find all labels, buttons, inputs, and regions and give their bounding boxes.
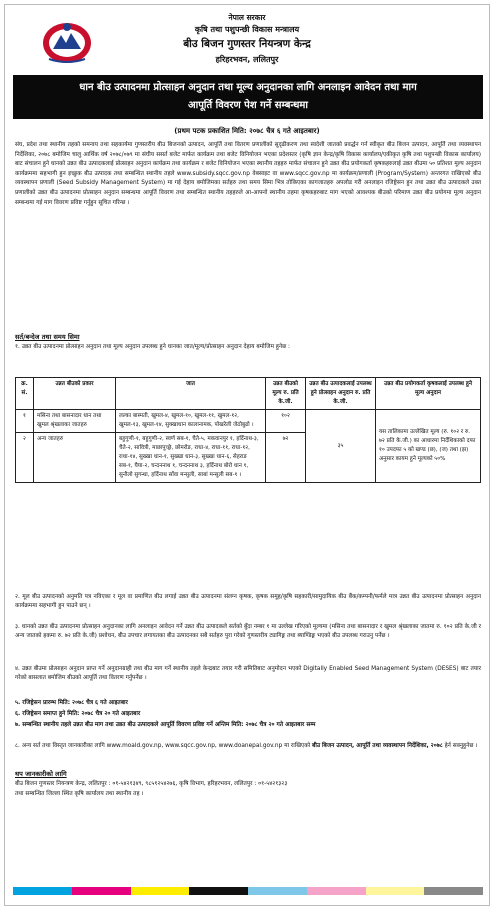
notice-title-banner: [13, 75, 483, 119]
print-color-swatch: [307, 887, 366, 895]
print-color-swatch: [248, 887, 307, 895]
government-name: नेपाल सरकार: [228, 13, 266, 22]
condition-item-7: ७. सम्बन्धित स्थानीय तहले उन्नत बीउ माग तथा उन्नत बीउ उत्पादकले आपूर्ति विवरण प्रविष्ट गर्ने अन्तिम मिति: २०७८ चैत्र २० गते आइतबार सम्म: [15, 722, 316, 728]
condition-item-3: ३. धानको उन्नत बीउ उत्पादनमा प्रोत्साहन अनुदानका लागि अनलाइन आवेदन गर्ने उन्नत बीउ उत्पादकले सर्तको बुँदा नम्बर १ मा उल्लेख गरिएको मूल्यमा (मसिना तथा बासनादार र खुमल श्रृंखलाका जातमा रु. १०२ प्रति के.जी र अन्य जातको हकमा रु. ७२ प्रति के.जी) प्रशोधन, बीउ उपचार लगायतका बीउ उत्पादनका सबै सर्तहरु पुरा गरेको गुणस्तरीय ट्यागिङ्ग तथा ब्याण्डिङ्ग भएको बीउ उपलब्ध गराउनु पर्नेछ ।: [15, 624, 481, 640]
condition-item-4: ४. उन्नत बीउमा प्रोत्साहन अनुदान प्राप्त गर्ने अनुदानग्राही तथा बीउ माग गर्ने स्थानीय तहले केन्द्रबाट तयार गरी समितिबाट अनुमोदन भएको Digitally Enabled Seed Management System (DESES) बाट तयार गरेको बासलात बमोजिम बीउको आपूर्ति तथा वितरण गर्नुपर्नेछ ।: [15, 666, 481, 682]
office-address: हरिहरभवन, ललितपुर: [215, 55, 279, 64]
row-type: मसिना तथा बासनादार धान तथा खुमल श्रृंखलाका जातहरु: [34, 410, 116, 433]
print-color-swatch: [189, 887, 248, 895]
main-paragraph: संघ, प्रदेश तथा स्थानीय तहको समन्वय तथा सहकार्यमा गुणस्तरीय बीउ बिजनको उत्पादन, आपूर्ति तथा वितरण प्रणालीको सुदृढीकरण तथा स्वदेशी जातको प्रवर्द्धन गर्न स्वीकृत बीउ बिजन उत्पादन, आपूर्ति तथा व्यवस्थापन निर्देशिका, २०७८ बमोजिम चालु आर्थिक वर्ष २०७८/०७९ मा संघीय ससर्त बजेट मार्फत कार्यक्रम तथा बजेट विनियोजन भएका प्रदेशस्तर (कृषि ज्ञान केन्द्र/कृषि विकास कार्यालय/एकीकृत कृषि तथा पशुपन्छी विकास कार्यालय) बाट संचालन हुने धानको उन्नत बीउ उत्पादकलाई प्रोत्साहन अनुदान कार्यक्रम तथा कार्यक्रम र बजेट विनियोजन भएका स्थानीय तहहरु मार्फत संचालन हुने उन्नत बीउ प्रयोगकर्ता कृषकहरुलाई उन्नत बीउमा ५० प्रतिशत मूल्य अनुदान कार्यक्रममा सहभागी हुन इच्छुक बीउ उत्पादक तथा सम्बन्धित स्थानीय तहले www.subsidy.sqcc.gov.np वेबसाइट वा www.sqcc.gov.np मा कार्यक्रम/प्रणाली (Program/System) अन्तरगत राखिएको बीउ व्यवस्थापन प्रणाली (Seed Subsidy Management System) मा गई देहाय बमोजिमका सर्तहरु तथा समय सिमा भित्र तोकिएका कागजातहरु अपलोड गरी अनलाइन रजिष्ट्रेसन हुन तथा उन्नत बीउ उत्पादकले उक्त प्रणालीको उन्नत बीउ उत्पादनमा प्रोत्साहन अनुदान सम्बन्धमा आपूर्ति विवरण तथा सम्बन्धित स्थानीय तहहरुले आ-आफ्नो स्थानीय तहमा कृषकहरुबाट माग भएको आवश्यक बीउको परिमाण उन्नत बीउ प्रयोगमा मूल्य अनुदान सम्बन्धमा गई माग विवरण प्रविष्ट गर्नुहुन सूचित गरिन्छ ।: [15, 142, 481, 206]
row-sn: २: [16, 433, 34, 483]
print-color-swatch: [131, 887, 190, 895]
row-type: अन्य जातहरु: [34, 433, 116, 483]
print-color-swatch: [366, 887, 425, 895]
table-row: [16, 410, 481, 433]
conditions-heading: सर्त/बन्देज तथा समय सिमा: [15, 333, 80, 341]
item-8-suffix: हेर्न सक्नुहुनेछ ।: [444, 743, 478, 749]
variety-price-table: [15, 377, 481, 483]
col-type: उन्नत बीउको प्रकार: [34, 378, 116, 410]
col-varieties: जात: [116, 378, 266, 410]
ministry-name: कृषि तथा पशुपन्छी विकास मन्त्रालय: [194, 25, 300, 34]
contact-info: [15, 780, 481, 799]
published-date: (प्रथम पटक प्रकाशित मिति: २०७८ चैत्र ६ गते आइतबार): [174, 127, 320, 135]
print-color-bar: [13, 887, 483, 895]
condition-item-2: २. मूल बीउ उत्पादनको अनुमति पत्र नविएका र मूल वा प्रमाणित बीउ लगाई उन्नत बीउ उत्पादनमा संलग्न कृषक, कृषक समूह/कृषि सहकारी/सामुदायिक बीउ बैंक/कम्पनी/फर्मले मात्र उन्नत बीउ उत्पादनमा प्रोत्साहन अनुदान कार्यक्रममा सहभागी हुन पाउने छन् ।: [15, 594, 481, 610]
col-incentive: उन्नत बीउ उत्पादकलाई उपलब्ध हुने प्रोत्साहन अनुदान रु. प्रति के.जी.: [306, 378, 376, 410]
row-varieties: बहुगुणी-१, बहुगुणी-२, स्वर्ण सब-१, चैते-५, मकवानपुर १, हर्दिनाथ-३, चैते-२, सावित्री, माछापुच्छ्रे, छोमरोङ, राधा-४, राधा-११, राधा-१२, राधा-१४, सुख्खा धान-१, सुख्खा धान-३, सुख्खा धान-६, सेहराङ सब-१, घैया-२, चन्दननाथ १, चन्दननाथ ३, हर्दिनाथ बोरो धान १, सुनौलो सुगन्धा, हर्दिनाथ साँवा मन्सुली, साबां मन्सुली सब-१ ।: [116, 433, 266, 483]
office-name: बीउ बिजन गुणस्तर नियन्त्रण केन्द्र: [183, 38, 311, 50]
print-color-swatch: [13, 887, 72, 895]
row-subsidy: यस तालिकामा उल्लेखित मूल्य (रु. १०२ र रु. ७२ प्रति के.जी.) का आधारमा निर्देशिकाको दफा १० उपदफा ५ को खण्ड (छ), (ज) तथा (झ) अनुसार कायम हुने मूल्यको ५०%: [376, 410, 481, 483]
contact-line-1: बीउ बिजन गुणस्तर नियन्त्रण केन्द्र, ललितपुर : ०१-५४२१३४९, ९८५१२५४२७६, कृषि विभाग, हरिहरभवन, ललितपुर : ०१-५४२१३२३: [15, 781, 288, 787]
row-price: ७२: [266, 433, 306, 483]
col-sn: क्र. सं.: [16, 378, 34, 410]
notice-title-line1: धान बीउ उत्पादनमा प्रोत्साहन अनुदान तथा मूल्य अनुदानका लागि अनलाइन आवेदन तथा माग: [79, 82, 417, 93]
condition-item-8: [15, 742, 481, 751]
row-price: १०२: [266, 410, 306, 433]
row-sn: १: [16, 410, 34, 433]
print-color-swatch: [424, 887, 483, 895]
condition-item-5: ५. रजिष्ट्रेसन प्रारम्भ मिति: २०७८ चैत्र ६ गते आइतबार: [15, 700, 128, 706]
print-color-swatch: [72, 887, 131, 895]
notice-page: [4, 4, 490, 906]
table-header-row: [16, 378, 481, 410]
item-8-text: ८. अन्य सर्त तथा विस्तृत जानकारीका लागि www.moald.gov.np, www.sqcc.gov.np, www.doanepal.gov.np मा राखिएको: [15, 743, 311, 749]
notice-title-line2: आपूर्ति विवरण पेश गर्ने सम्बन्धमा: [187, 100, 309, 111]
condition-item-6: ६. रजिष्ट्रेसन समाप्त हुने मिति: २०७८ चैत्र २० गते आइतबार: [15, 711, 141, 717]
row-varieties: लल्का बास्मती, खुमल-४, खुमल-१०, खुमल-११, खुमल-१२, खुमल-१३, खुमल-१४, सुक्खाधान कालानामक, पोखरेली जेठोबुढो ।: [116, 410, 266, 433]
condition-item-1: १. उन्नत बीउ उत्पादनमा प्रोत्साहन अनुदान तथा मूल्य अनुदान उपलब्ध हुने धानका जात/मूल्य/प्रोत्साहन अनुदान देहाय बमोजिम हुनेछ :: [15, 344, 290, 350]
contact-heading: थप जानकारीको लागि: [15, 770, 67, 778]
contact-line-2: तथा सम्बन्धित जिल्ला स्थित कृषि कार्यालय तथा स्थानीय तह ।: [15, 790, 144, 797]
row-incentive: ३५: [306, 410, 376, 483]
col-price: उन्नत बीउको मूल्य रु. प्रति के.जी.: [266, 378, 306, 410]
col-subsidy: उन्नत बीउ प्रयोगकर्ता कृषकलाई उपलब्ध हुने मूल्य अनुदान: [376, 378, 481, 410]
guideline-name: बीउ बिजन उत्पादन, आपूर्ति तथा व्यवस्थापन निर्देशिका, २०७८: [312, 743, 443, 749]
